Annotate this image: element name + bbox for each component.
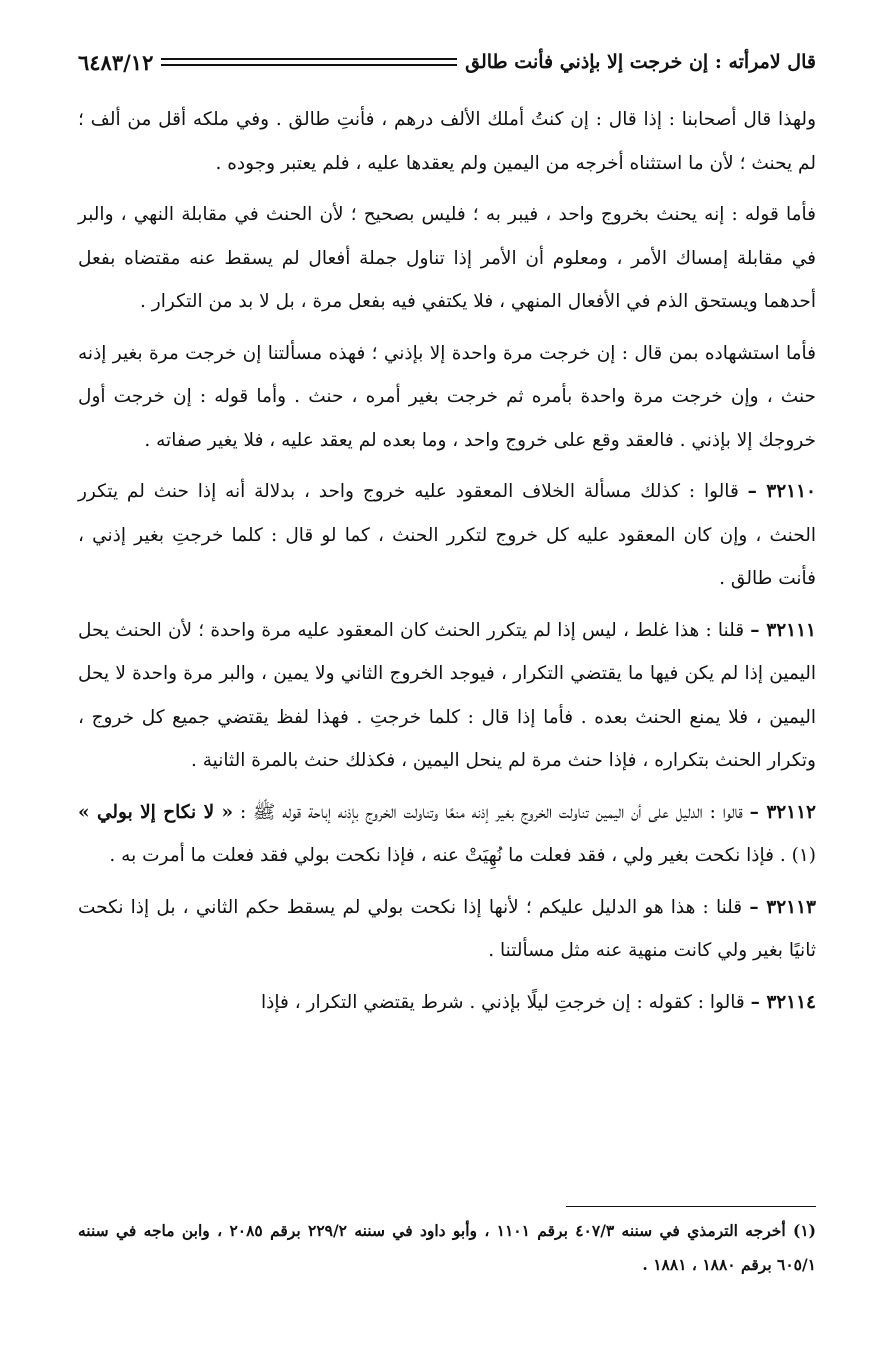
paragraph xyxy=(78,193,816,324)
paragraph-text: قالوا : كذلك مسألة الخلاف المعقود عليه خروج واحد ، بدلالة أنه إذا حنث لم يتكرر الحنث ، وإن كان المعقود عليه كل خروج لتكرر الحنث ، كما لو قال : كلما خرجتِ بغير إذني ، فأنت طالق . xyxy=(78,481,816,589)
paragraph-text: ولهذا قال أصحابنا : إذا قال : إن كنتُ أملك الألف درهم ، فأنتِ طالق . وفي ملكه أقل من ألف ؛ لم يحنث ؛ لأن ما استثناه أخرجه من اليمين ولم يعقدها عليه ، فلم يعتبر وجوده . xyxy=(78,109,816,174)
paragraph-text: قالوا : الدليل على أن اليمين تناولت الخروج بغير إذنه منعًا وتناولت الخروج بإذنه إباحة قوله ﷺ : xyxy=(233,801,743,823)
footnote-separator xyxy=(566,1206,816,1207)
header-rule xyxy=(161,58,457,66)
paragraph-text: قلنا : هذا هو الدليل عليكم ؛ لأنها إذا نكحت بولي لم يسقط حكم الثاني ، بل إذا نكحت ثانيًا بغير ولي كانت منهية عنه مثل مسألتنا . xyxy=(78,896,816,961)
numbered-paragraph xyxy=(78,609,816,783)
paragraph xyxy=(78,98,816,185)
paragraph-number: ٣٢١١٢ – xyxy=(749,801,816,823)
header-title: قال لامرأته : إن خرجت إلا بإذني فأنت طالق xyxy=(465,51,816,73)
hadith-quote: « لا نكاح إلا بولي » xyxy=(78,801,234,823)
paragraph xyxy=(78,332,816,463)
paragraph-text: فأما قوله : إنه يحنث بخروج واحد ، فيبر به ؛ فليس بصحيح ؛ لأن الحنث في مقابلة النهي ، والبر في مقابلة إمساك الأمر ، ومعلوم أن الأمر إذا تناول جملة أفعال لم يسقط عنه مقتضاه بفعل أحدهما ويستحق الذم في الأفعال المنهي ، فلا يكتفي فيه بفعل مرة ، بل لا بد من التكرار . xyxy=(78,204,816,312)
footnote-marker[interactable]: (١) xyxy=(791,845,816,866)
numbered-paragraph xyxy=(78,886,816,973)
paragraph-number: ٣٢١١٣ – xyxy=(749,896,816,918)
numbered-paragraph xyxy=(78,981,816,1025)
footnote: (١) أخرجه الترمذي في سننه ٤٠٧/٣ برقم ١١٠١ ، وأبو داود في سننه ٢٢٩/٢ برقم ٢٠٨٥ ، وابن ماجه في سننه ٦٠٥/١ برقم ١٨٨٠ ، ١٨٨١ . xyxy=(78,1221,816,1274)
paragraph-text: قلنا : هذا غلط ، ليس إذا لم يتكرر الحنث كان المعقود عليه مرة واحدة ؛ لأن الحنث يحل اليمين إذا لم يكن فيها ما يقتضي التكرار ، فيوجد الخروج الثاني ولا يمين ، والبر مرة واحدة لا يحل اليمين ، فلا يمنع الحنث بعده . فأما إذا قال : كلما خرجتِ . فهذا لفظ يقتضي جميع كل خروج ، وتكرار الحنث بتكراره ، فإذا حنث مرة لم ينحل اليمين ، فكذلك حنث بالمرة الثانية . xyxy=(78,619,816,771)
paragraph-number: ٣٢١١٤ – xyxy=(750,991,816,1013)
paragraph-text: قالوا : كقوله : إن خرجتِ ليلًا بإذني . شرط يقتضي التكرار ، فإذا xyxy=(260,991,745,1013)
footnotes xyxy=(78,1214,816,1282)
running-header xyxy=(78,44,816,80)
numbered-paragraph xyxy=(78,470,816,601)
paragraph-text: فأما استشهاده بمن قال : إن خرجت مرة واحدة إلا بإذني ؛ فهذه مسألتنا إن خرجت مرة بغير إذنه حنث ، وإن خرجت مرة واحدة بأمره ثم خرجت بغير أمره ، حنث . وأما قوله : إن خرجت أول خروجك إلا بإذني . فالعقد وقع على خروج واحد ، وما بعده لم يعقد عليه ، فلا يغير صفاته . xyxy=(78,342,816,451)
paragraph-number: ٣٢١١١ – xyxy=(750,619,816,641)
paragraph-text: . فإذا نكحت بغير ولي ، فقد فعلت ما نُهِيَتْ عنه ، فإذا نكحت بولي فقد فعلت ما أمرت به . xyxy=(109,845,792,866)
numbered-paragraph xyxy=(78,791,816,878)
paragraph-number: ٣٢١١٠ – xyxy=(747,481,816,502)
page-number: ٦٤٨٣/١٢ xyxy=(78,49,154,75)
body-text xyxy=(78,98,816,1032)
